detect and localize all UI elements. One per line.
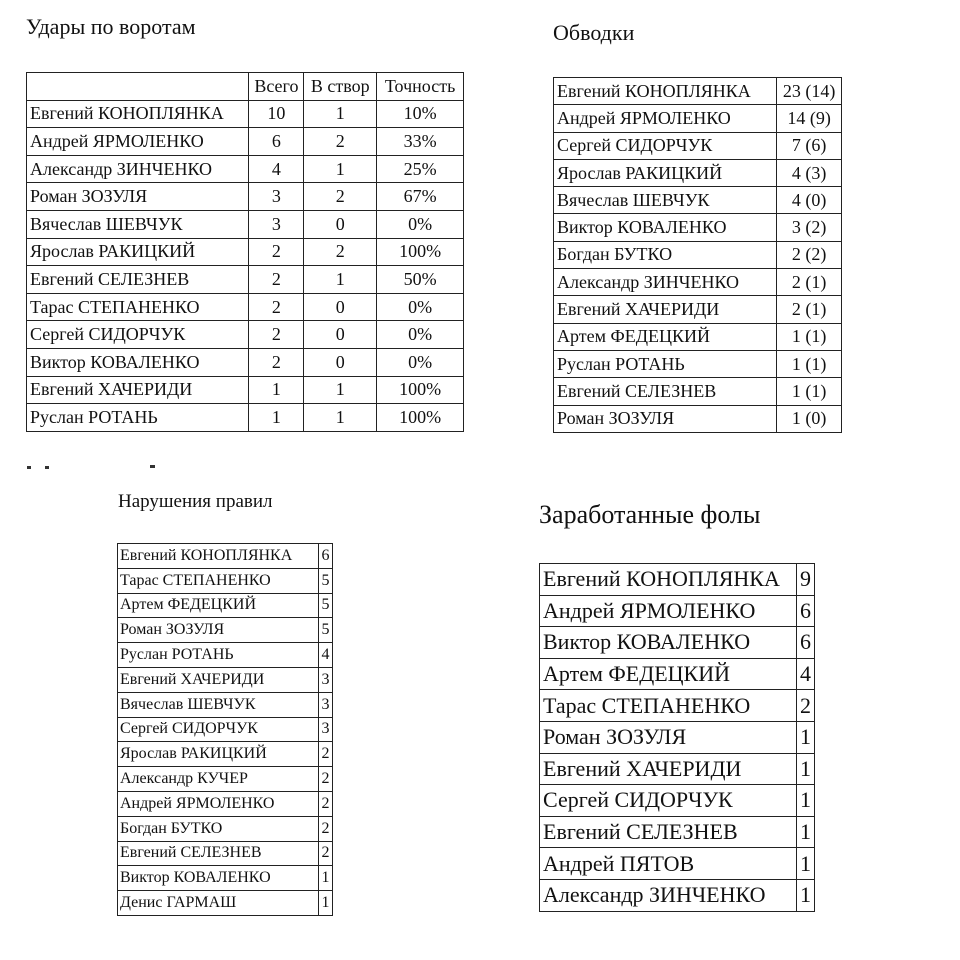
table-row — [27, 293, 464, 321]
table-row — [118, 866, 333, 891]
stat-cell: 100% — [377, 376, 464, 404]
table-row — [118, 568, 333, 593]
stat-cell: 1 (1) — [777, 350, 842, 377]
stat-cell: 2 — [249, 293, 304, 321]
player-name-cell: Артем ФЕДЕЦКИЙ — [540, 658, 797, 690]
stat-cell: 14 (9) — [777, 105, 842, 132]
stat-cell: 1 — [304, 155, 377, 183]
stat-cell: 5 — [319, 618, 333, 643]
stat-cell: 9 — [797, 564, 815, 596]
table-row — [540, 816, 815, 848]
stat-cell: 1 (1) — [777, 323, 842, 350]
player-name-cell: Сергей СИДОРЧУК — [540, 785, 797, 817]
player-name-cell: Богдан БУТКО — [118, 816, 319, 841]
table-row — [554, 187, 842, 214]
table-row — [554, 323, 842, 350]
stat-cell: 0 — [304, 348, 377, 376]
stat-cell: 0 — [304, 210, 377, 238]
stat-cell: 0 — [304, 293, 377, 321]
player-name-cell: Андрей ЯРМОЛЕНКО — [540, 595, 797, 627]
table-row — [540, 658, 815, 690]
fouls-committed-title: Нарушения правил — [118, 491, 273, 512]
player-name-cell: Ярослав РАКИЦКИЙ — [554, 159, 777, 186]
stat-cell: 50% — [377, 266, 464, 294]
table-row — [27, 321, 464, 349]
player-name-cell: Руслан РОТАНЬ — [118, 643, 319, 668]
table-row — [27, 210, 464, 238]
stat-cell: 1 (0) — [777, 405, 842, 432]
table-row — [27, 128, 464, 156]
table-row — [540, 595, 815, 627]
stat-cell: 1 — [797, 848, 815, 880]
player-name-cell: Ярослав РАКИЦКИЙ — [27, 238, 249, 266]
stat-cell: 1 — [797, 879, 815, 911]
dribbles-title: Обводки — [553, 20, 635, 45]
stat-cell: 7 (6) — [777, 132, 842, 159]
stat-cell: 1 — [249, 376, 304, 404]
player-name-cell: Сергей СИДОРЧУК — [554, 132, 777, 159]
table-row — [118, 544, 333, 569]
table-row — [554, 378, 842, 405]
stat-cell: 2 — [304, 128, 377, 156]
stat-cell: 2 — [249, 266, 304, 294]
player-name-cell: Роман ЗОЗУЛЯ — [27, 183, 249, 211]
player-name-cell: Евгений ХАЧЕРИДИ — [118, 667, 319, 692]
stat-cell: 2 — [319, 791, 333, 816]
player-name-cell: Вячеслав ШЕВЧУК — [554, 187, 777, 214]
column-header: Всего — [249, 73, 304, 101]
table-row — [118, 791, 333, 816]
player-name-cell: Тарас СТЕПАНЕНКО — [118, 568, 319, 593]
player-name-cell: Евгений ХАЧЕРИДИ — [540, 753, 797, 785]
player-name-cell: Александр КУЧЕР — [118, 767, 319, 792]
header-row — [27, 73, 464, 101]
stat-cell: 2 — [319, 742, 333, 767]
player-name-cell: Александр ЗИНЧЕНКО — [554, 269, 777, 296]
stat-cell: 3 — [319, 692, 333, 717]
stat-cell: 1 — [249, 404, 304, 432]
player-name-cell: Александр ЗИНЧЕНКО — [27, 155, 249, 183]
table-row — [540, 564, 815, 596]
stat-cell: 2 — [304, 238, 377, 266]
player-name-cell: Евгений СЕЛЕЗНЕВ — [540, 816, 797, 848]
player-name-cell: Виктор КОВАЛЕНКО — [540, 627, 797, 659]
player-name-cell: Ярослав РАКИЦКИЙ — [118, 742, 319, 767]
player-name-cell: Виктор КОВАЛЕНКО — [118, 866, 319, 891]
player-name-cell: Роман ЗОЗУЛЯ — [554, 405, 777, 432]
stat-cell: 100% — [377, 238, 464, 266]
stat-cell: 0% — [377, 210, 464, 238]
stat-cell: 2 — [304, 183, 377, 211]
table-row — [554, 350, 842, 377]
player-name-cell: Евгений ХАЧЕРИДИ — [27, 376, 249, 404]
player-name-cell: Роман ЗОЗУЛЯ — [540, 721, 797, 753]
player-name-cell: Александр ЗИНЧЕНКО — [540, 879, 797, 911]
shots-on-goal-table — [26, 72, 464, 432]
table-row — [27, 100, 464, 128]
table-row — [27, 238, 464, 266]
stat-cell: 6 — [797, 595, 815, 627]
stat-cell: 67% — [377, 183, 464, 211]
stat-cell: 33% — [377, 128, 464, 156]
fouls-drawn-title: Заработанные фолы — [539, 500, 761, 529]
player-name-cell: Евгений СЕЛЕЗНЕВ — [554, 378, 777, 405]
player-name-cell: Руслан РОТАНЬ — [27, 404, 249, 432]
player-name-cell: Евгений КОНОПЛЯНКА — [27, 100, 249, 128]
stat-cell: 2 (2) — [777, 241, 842, 268]
stat-cell: 2 — [319, 841, 333, 866]
stat-cell: 3 (2) — [777, 214, 842, 241]
stat-cell: 4 (0) — [777, 187, 842, 214]
stat-cell: 3 — [319, 717, 333, 742]
stat-cell: 25% — [377, 155, 464, 183]
shots-on-goal-title: Удары по воротам — [26, 14, 196, 39]
table-row — [554, 241, 842, 268]
player-name-cell: Евгений СЕЛЕЗНЕВ — [118, 841, 319, 866]
stat-cell: 100% — [377, 404, 464, 432]
table-row — [27, 183, 464, 211]
player-name-cell: Андрей ЯРМОЛЕНКО — [554, 105, 777, 132]
player-name-cell: Артем ФЕДЕЦКИЙ — [554, 323, 777, 350]
stat-cell: 2 — [797, 690, 815, 722]
column-header: В створ — [304, 73, 377, 101]
player-name-cell: Тарас СТЕПАНЕНКО — [27, 293, 249, 321]
table-row — [540, 848, 815, 880]
stat-cell: 3 — [319, 667, 333, 692]
player-name-cell: Евгений КОНОПЛЯНКА — [540, 564, 797, 596]
stat-cell: 1 — [797, 785, 815, 817]
player-name-cell: Руслан РОТАНЬ — [554, 350, 777, 377]
table-row — [27, 404, 464, 432]
table-row — [118, 692, 333, 717]
stat-cell: 2 — [319, 816, 333, 841]
stat-cell: 1 — [319, 866, 333, 891]
table-row — [118, 618, 333, 643]
stat-cell: 1 (1) — [777, 378, 842, 405]
player-name-cell: Виктор КОВАЛЕНКО — [554, 214, 777, 241]
player-name-cell: Виктор КОВАЛЕНКО — [27, 348, 249, 376]
stat-cell: 4 (3) — [777, 159, 842, 186]
player-name-cell: Роман ЗОЗУЛЯ — [118, 618, 319, 643]
table-row — [118, 816, 333, 841]
table-row — [554, 269, 842, 296]
stat-cell: 2 — [249, 348, 304, 376]
stat-cell: 6 — [319, 544, 333, 569]
table-row — [118, 717, 333, 742]
table-row — [118, 767, 333, 792]
player-name-cell: Евгений КОНОПЛЯНКА — [118, 544, 319, 569]
stat-cell: 10% — [377, 100, 464, 128]
stat-cell: 6 — [249, 128, 304, 156]
stat-cell: 0% — [377, 348, 464, 376]
stat-cell: 1 — [304, 100, 377, 128]
stat-cell: 2 (1) — [777, 296, 842, 323]
table-row — [554, 296, 842, 323]
stat-cell: 0 — [304, 321, 377, 349]
fouls-committed-table — [117, 543, 333, 916]
stat-cell: 1 — [304, 266, 377, 294]
table-row — [540, 879, 815, 911]
stat-cell: 3 — [249, 210, 304, 238]
player-name-cell: Денис ГАРМАШ — [118, 891, 319, 916]
player-name-cell: Сергей СИДОРЧУК — [27, 321, 249, 349]
table-row — [27, 266, 464, 294]
stat-cell: 5 — [319, 568, 333, 593]
player-name-cell: Андрей ЯРМОЛЕНКО — [118, 791, 319, 816]
stat-cell: 1 — [319, 891, 333, 916]
stat-cell: 4 — [319, 643, 333, 668]
stat-cell: 23 (14) — [777, 78, 842, 105]
stat-cell: 1 — [797, 816, 815, 848]
fouls-drawn-table — [539, 563, 815, 912]
table-row — [118, 742, 333, 767]
stat-cell: 4 — [249, 155, 304, 183]
table-row — [540, 690, 815, 722]
table-row — [554, 132, 842, 159]
stat-cell: 0% — [377, 321, 464, 349]
player-name-cell: Богдан БУТКО — [554, 241, 777, 268]
table-row — [118, 667, 333, 692]
stat-cell: 1 — [304, 376, 377, 404]
stat-cell: 1 — [797, 721, 815, 753]
table-row — [554, 214, 842, 241]
table-row — [540, 627, 815, 659]
table-row — [118, 841, 333, 866]
column-header: Точность — [377, 73, 464, 101]
table-row — [27, 348, 464, 376]
table-row — [27, 376, 464, 404]
table-row — [540, 753, 815, 785]
table-row — [118, 891, 333, 916]
player-name-cell: Андрей ПЯТОВ — [540, 848, 797, 880]
table-row — [118, 593, 333, 618]
stat-cell: 5 — [319, 593, 333, 618]
stat-cell: 4 — [797, 658, 815, 690]
player-name-cell: Тарас СТЕПАНЕНКО — [540, 690, 797, 722]
stray-mark — [150, 465, 155, 468]
player-name-cell: Евгений КОНОПЛЯНКА — [554, 78, 777, 105]
player-name-cell: Артем ФЕДЕЦКИЙ — [118, 593, 319, 618]
player-name-cell: Евгений СЕЛЕЗНЕВ — [27, 266, 249, 294]
table-row — [118, 643, 333, 668]
player-name-cell: Андрей ЯРМОЛЕНКО — [27, 128, 249, 156]
stat-cell: 6 — [797, 627, 815, 659]
player-name-cell: Вячеслав ШЕВЧУК — [27, 210, 249, 238]
stat-cell: 2 — [319, 767, 333, 792]
column-header — [27, 73, 249, 101]
table-row — [554, 405, 842, 432]
stray-mark — [27, 466, 31, 469]
table-row — [554, 159, 842, 186]
stat-cell: 0% — [377, 293, 464, 321]
table-row — [540, 721, 815, 753]
stat-cell: 1 — [797, 753, 815, 785]
stat-cell: 3 — [249, 183, 304, 211]
table-row — [27, 155, 464, 183]
player-name-cell: Вячеслав ШЕВЧУК — [118, 692, 319, 717]
player-name-cell: Евгений ХАЧЕРИДИ — [554, 296, 777, 323]
table-row — [554, 78, 842, 105]
table-row — [554, 105, 842, 132]
player-name-cell: Сергей СИДОРЧУК — [118, 717, 319, 742]
stat-cell: 2 — [249, 238, 304, 266]
stat-cell: 2 — [249, 321, 304, 349]
dribbles-table — [553, 77, 842, 433]
stray-mark — [45, 466, 49, 469]
stat-cell: 1 — [304, 404, 377, 432]
stat-cell: 2 (1) — [777, 269, 842, 296]
table-row — [540, 785, 815, 817]
stat-cell: 10 — [249, 100, 304, 128]
